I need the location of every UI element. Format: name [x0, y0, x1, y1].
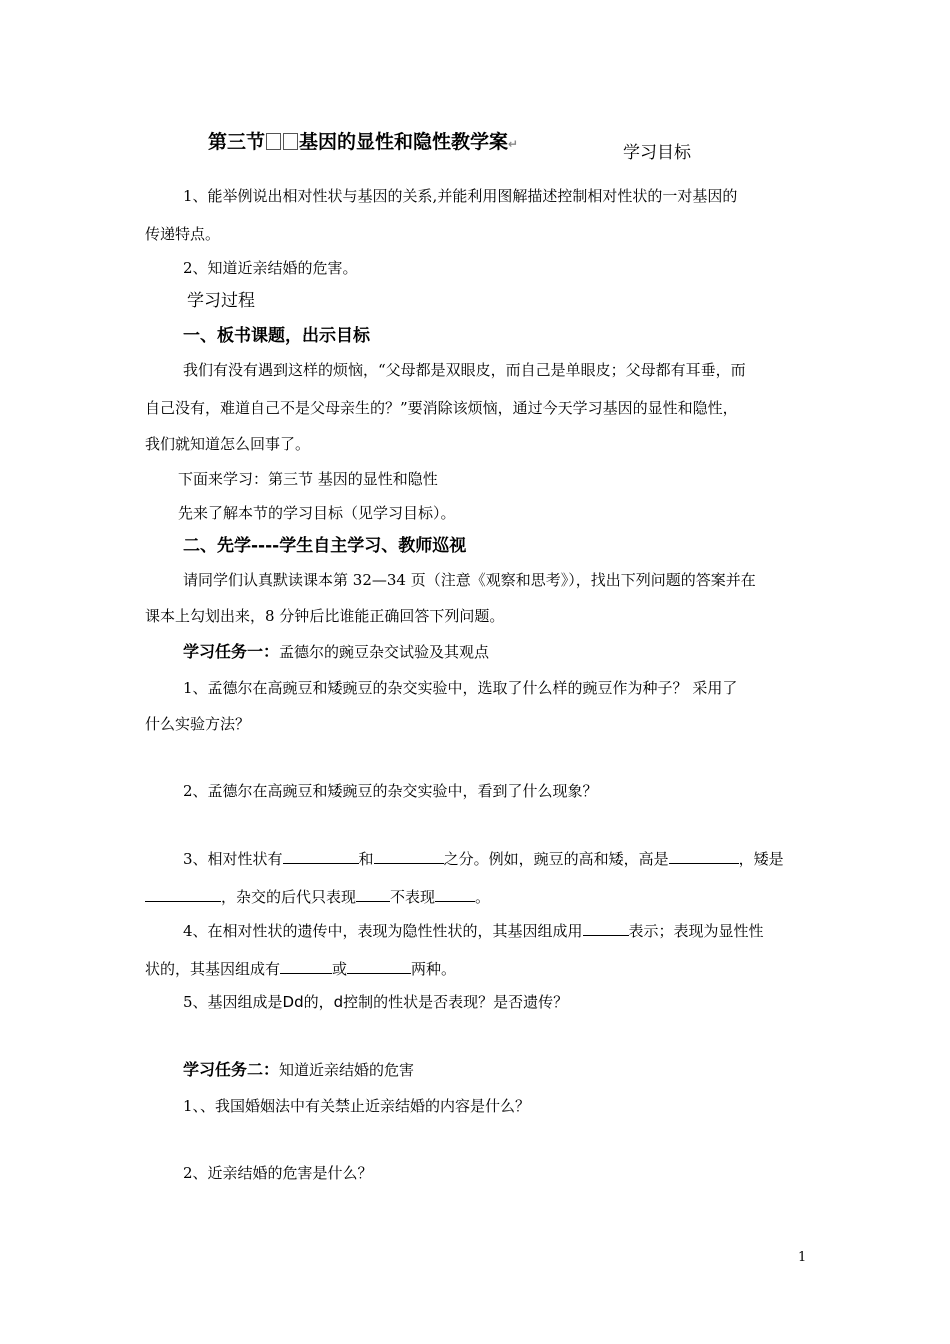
q4-text-c: 状的，其基因组成有 — [145, 960, 281, 978]
blank-8[interactable] — [280, 958, 332, 974]
objective-1-line-2: 传递特点。 — [145, 225, 221, 243]
q3-text-a: 3、相对性状有 — [183, 850, 283, 868]
task-1-text: 孟德尔的豌豆杂交试验及其观点 — [279, 643, 490, 661]
q4-text-a: 4、在相对性状的遗传中，表现为隐性性状的，其基因组成用 — [183, 922, 583, 940]
task-2-text: 知道近亲结婚的危害 — [279, 1061, 415, 1079]
placeholder-box-icon — [266, 133, 281, 150]
q5-gene-d: d — [333, 993, 344, 1011]
q3-text-e: ，杂交的后代只表现 — [221, 888, 357, 906]
q4-text-d: 或 — [332, 960, 348, 978]
task-1-question-4-line-2 — [145, 958, 456, 979]
section-2-heading: 二、先学----学生自主学习、教师巡视 — [183, 536, 467, 556]
task-1-heading — [183, 642, 489, 662]
page-number: 1 — [798, 1250, 807, 1265]
section-1-paragraph-3: 先来了解本节的学习目标（见学习目标）。 — [178, 504, 456, 522]
title-prefix: 第三节 — [208, 131, 266, 153]
task-1-question-3-line-2 — [145, 886, 490, 907]
task-1-question-1-line-2: 什么实验方法？ — [145, 715, 251, 733]
placeholder-box-icon — [283, 133, 298, 150]
paragraph-mark-icon: ↵ — [508, 137, 519, 151]
task-2-label: 学习任务二： — [183, 1060, 280, 1079]
task-2-question-1: 1、、我国婚姻法中有关禁止近亲结婚的内容是什么？ — [183, 1097, 531, 1115]
task-1-question-1-line-1: 1、孟德尔在高豌豆和矮豌豆的杂交实验中，选取了什么样的豌豆作为种子？ 采用了 — [183, 679, 738, 697]
process-heading: 学习过程 — [187, 291, 255, 311]
task-1-question-5 — [183, 992, 568, 1012]
blank-2[interactable] — [374, 848, 444, 864]
q3-text-b: 和 — [358, 850, 374, 868]
blank-3[interactable] — [669, 848, 739, 864]
blank-6[interactable] — [435, 886, 475, 902]
q3-text-g: 。 — [475, 888, 491, 906]
q5-genotype-Dd: Dd — [282, 993, 304, 1011]
section-2-paragraph-line-1: 请同学们认真默读课本第 32—34 页（注意《观察和思考》），找出下列问题的答案并在 — [183, 571, 756, 589]
blank-5[interactable] — [356, 886, 390, 902]
blank-7[interactable] — [583, 920, 629, 936]
section-1-paragraph-line-1: 我们有没有遇到这样的烦恼，“父母都是双眼皮，而自己是单眼皮；父母都有耳垂，而 — [183, 361, 746, 379]
task-2-question-2: 2、近亲结婚的危害是什么？ — [183, 1164, 373, 1182]
blank-1[interactable] — [283, 848, 359, 864]
q5-text-c: 控制的性状是否表现？是否遗传？ — [343, 993, 569, 1011]
task-1-question-2: 2、孟德尔在高豌豆和矮豌豆的杂交实验中，看到了什么现象？ — [183, 782, 598, 800]
q5-text-b: 的， — [303, 993, 334, 1011]
section-2-paragraph-line-2: 课本上勾划出来，8 分钟后比谁能正确回答下列问题。 — [145, 607, 505, 625]
task-2-heading — [183, 1060, 414, 1080]
task-1-question-3-line-1 — [183, 848, 784, 869]
task-1-label: 学习任务一： — [183, 642, 280, 661]
section-1-paragraph-line-2: 自己没有，难道自己不是父母亲生的？”要消除该烦恼，通过今天学习基因的显性和隐性， — [145, 399, 738, 417]
objective-1-line-1: 1、能举例说出相对性状与基因的关系,并能利用图解描述控制相对性状的一对基因的 — [183, 187, 738, 205]
blank-9[interactable] — [347, 958, 411, 974]
section-1-paragraph-2: 下面来学习：第三节 基因的显性和隐性 — [178, 470, 438, 488]
section-1-paragraph-line-3: 我们就知道怎么回事了。 — [145, 435, 311, 453]
task-1-question-4-line-1 — [183, 920, 764, 941]
document-title — [208, 132, 518, 154]
q5-text-a: 5、基因组成是 — [183, 993, 283, 1011]
q4-text-e: 两种。 — [411, 960, 457, 978]
title-main: 基因的显性和隐性教学案 — [299, 131, 509, 153]
section-1-heading: 一、板书课题，出示目标 — [183, 326, 370, 346]
q4-text-b: 表示；表现为显性性 — [628, 922, 764, 940]
blank-4[interactable] — [145, 886, 221, 902]
q3-text-d: ，矮是 — [738, 850, 784, 868]
q3-text-c: 之分。例如，豌豆的高和矮，高是 — [443, 850, 669, 868]
objective-2: 2、知道近亲结婚的危害。 — [183, 259, 358, 277]
q3-text-f: 不表现 — [390, 888, 436, 906]
objectives-heading: 学习目标 — [623, 143, 691, 163]
